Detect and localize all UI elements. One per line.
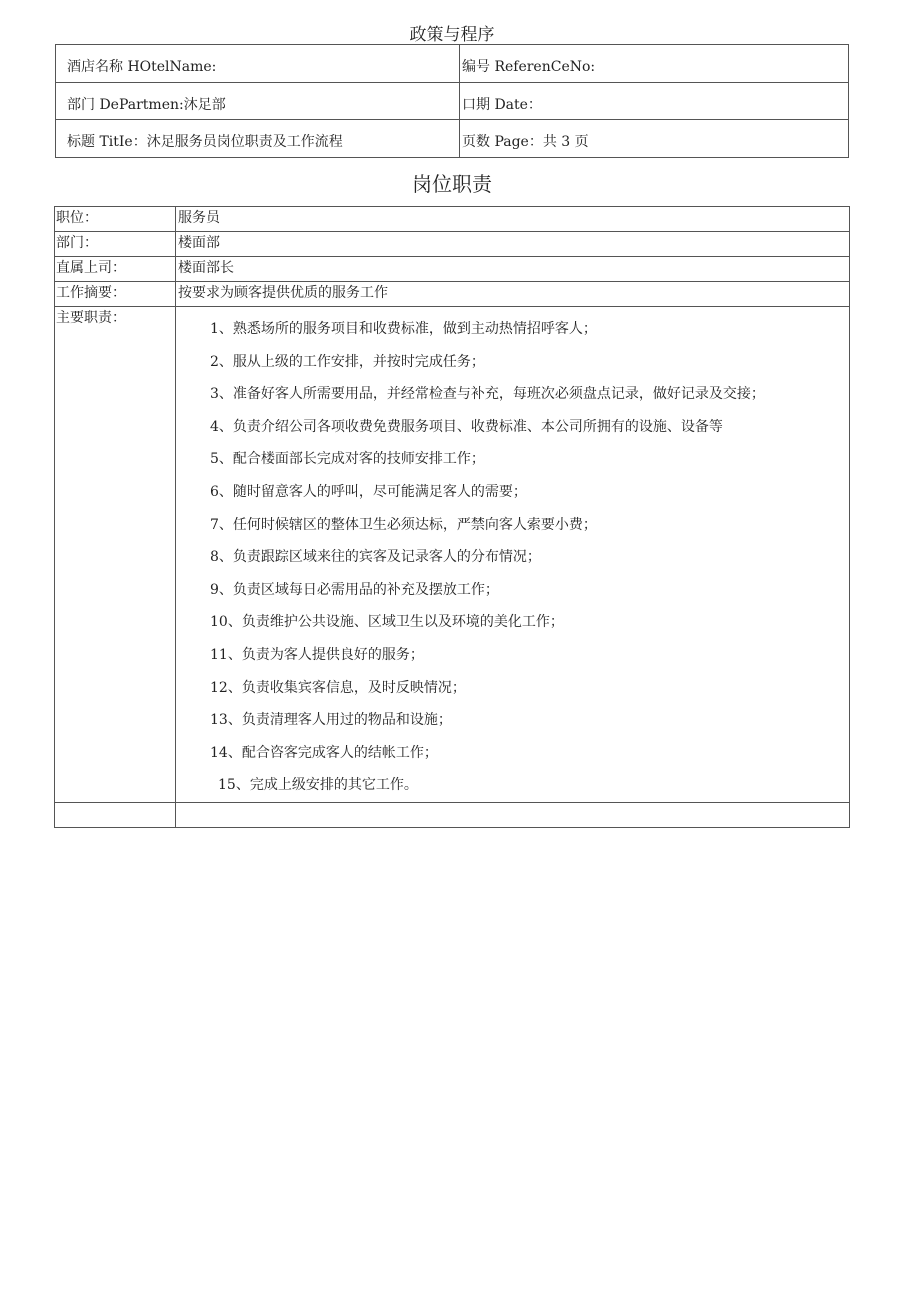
duty-item: 2、服从上级的工作安排，并按时完成任务； — [210, 353, 485, 370]
department-cell: 部门 DePartmen:沐足部 — [56, 83, 460, 120]
table-row — [55, 207, 850, 232]
duty-item: 8、负责跟踪区域来往的宾客及记录客人的分布情况； — [210, 549, 541, 566]
table-row — [55, 257, 850, 282]
duty-item: 9、负责区域每日必需用品的补充及摆放工作； — [210, 581, 499, 598]
position-label: 职位： — [55, 207, 176, 232]
empty-cell — [176, 802, 850, 827]
superior-value: 楼面部长 — [176, 257, 850, 282]
header-table — [55, 44, 849, 158]
summary-label: 工作摘要： — [55, 282, 176, 307]
duty-item: 3、准备好客人所需要用品，并经常检查与补充，每班次必须盘点记录，做好记录及交接； — [210, 386, 765, 403]
duty-item: 15、完成上级安排的其它工作。 — [218, 777, 418, 794]
hotel-name-cell: 酒店名称 HOtelName: — [56, 45, 460, 83]
table-row — [55, 802, 850, 827]
duty-item: 6、随时留意客人的呼叫，尽可能满足客人的需要； — [210, 483, 527, 500]
job-table — [54, 206, 850, 828]
duty-item: 10、负责维护公共设施、区域卫生以及环境的美化工作； — [210, 614, 564, 631]
title-cell: 标题 TitIe：沐足服务员岗位职责及工作流程 — [56, 120, 460, 158]
duty-item: 1、熟悉场所的服务项目和收费标准，做到主动热情招呼客人； — [210, 321, 597, 337]
duty-item: 14、配合咨客完成客人的结帐工作； — [210, 744, 438, 761]
duty-item: 7、任何时候辖区的整体卫生必须达标，严禁向客人索要小费； — [210, 516, 597, 533]
table-row — [55, 282, 850, 307]
duty-item: 4、负责介绍公司各项收费免费服务项目、收费标准、本公司所拥有的设施、设备等 — [210, 418, 723, 435]
duty-item: 11、负责为客人提供良好的服务； — [210, 646, 424, 663]
reference-no-cell: 编号 ReferenCeNo: — [460, 45, 849, 83]
document-title: 政策与程序 — [409, 25, 495, 45]
dept-label: 部门： — [55, 232, 176, 257]
summary-value: 按要求为顾客提供优质的服务工作 — [176, 282, 850, 307]
section-title: 岗位职责 — [412, 172, 492, 196]
pages-cell: 页数 Page：共 3 页 — [460, 120, 849, 158]
dept-value: 楼面部 — [176, 232, 850, 257]
table-row — [55, 232, 850, 257]
duty-item: 5、配合楼面部长完成对客的技师安排工作； — [210, 451, 485, 468]
duty-item: 12、负责收集宾客信息，及时反映情况； — [210, 679, 466, 696]
duty-item: 13、负责清理客人用过的物品和设施； — [210, 712, 452, 729]
table-row — [55, 307, 850, 803]
duties-list — [176, 307, 850, 803]
superior-label: 直属上司： — [55, 257, 176, 282]
date-cell: 口期 Date： — [460, 83, 849, 120]
duties-label: 主要职责： — [55, 307, 176, 803]
empty-cell — [55, 802, 176, 827]
position-value: 服务员 — [176, 207, 850, 232]
